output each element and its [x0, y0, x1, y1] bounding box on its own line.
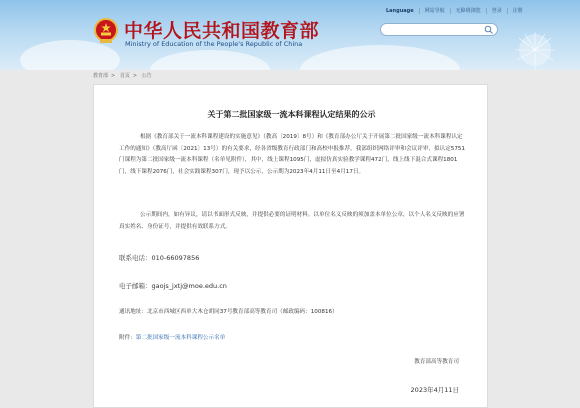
breadcrumb-item-notice[interactable]: 公告: [141, 73, 152, 79]
dandelion-decoration-icon: [505, 30, 565, 70]
email-label: 电子邮箱：: [119, 282, 152, 290]
site-subtitle: Ministry of Education of the People's Republic of China: [125, 40, 303, 48]
contact-email: [119, 281, 227, 290]
breadcrumb: 教育部 > 首页 > 公告: [93, 73, 152, 79]
register-link[interactable]: 注册: [512, 8, 523, 14]
address-value: 北京市西城区西单大木仓胡同37号教育部高等教育司（邮政编码：100816）: [146, 309, 338, 315]
login-link[interactable]: 登录: [487, 8, 508, 14]
attachment-link[interactable]: 第二批国家级一流本科课程公示名单: [135, 335, 226, 341]
header-cloud: [150, 50, 270, 70]
email-value: gaojs_jxtj@moe.edu.cn: [151, 282, 227, 290]
search-input[interactable]: [380, 23, 498, 36]
address-label: 通讯地址：: [119, 309, 147, 315]
contact-phone: [119, 253, 199, 262]
site-nav-link[interactable]: 网站导航: [420, 8, 451, 14]
language-link[interactable]: Language: [381, 8, 420, 14]
site-title[interactable]: 中华人民共和国教育部: [124, 20, 320, 42]
contact-address: [119, 307, 338, 315]
top-links: [381, 5, 528, 17]
header-cloud: [300, 45, 460, 70]
article-date: 2023年4月11日: [410, 386, 459, 394]
article-title: 关于第二批国家级一流本科课程认定结果的公示: [207, 110, 376, 119]
attachment-label: 附件：: [119, 335, 136, 341]
national-emblem-icon[interactable]: [93, 17, 119, 45]
attachment-row: [119, 333, 225, 341]
breadcrumb-item-home[interactable]: 教育部: [93, 73, 109, 79]
article-signer: 教育部高等教育司: [414, 359, 459, 365]
breadcrumb-item-index[interactable]: 首页: [119, 73, 130, 79]
article-panel: [93, 84, 488, 408]
article-paragraph-1: 根据《教育部关于一流本科课程建设的实施意见》（教高〔2019〕8号）和《教育部办公厅关于开展第二批国家级一流本科课程认定工作的通知》（教高厅函〔2021〕13号）的有关要求，经各省级教育行政部门和高校申报推荐，我部组织网络评审和会议评审，拟认定5751门课程为第二批国家级一流本科课程（名单见附件），其中，线上课程1095门，虚拟仿真实验教学课程472门，线上线下混合式课程1801门，线下课程2076门，社会实践课程307门，现予以公示，公示期为2023年4月11日至4月17日。: [119, 134, 466, 175]
phone-value: 010-66097856: [151, 254, 200, 262]
article-paragraph-2: 公示期间内，如有异议，请以书面形式反映，并提供必要的证明材料。以单位名义反映的须加盖本单位公章，以个人名义反映的应署真实姓名、身份证号，并提供有效联系方式。: [119, 212, 465, 230]
phone-label: 联系电话：: [119, 254, 152, 262]
site-header: [0, 0, 580, 70]
accessibility-link[interactable]: 无障碍浏览: [451, 8, 487, 14]
search-icon[interactable]: [484, 25, 494, 34]
